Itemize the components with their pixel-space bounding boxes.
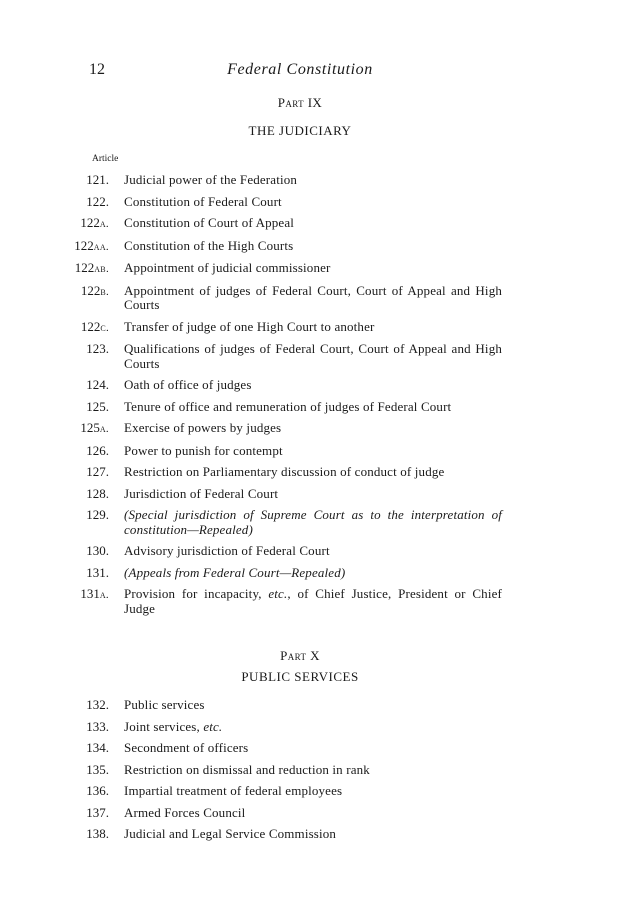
article-number-main: 122	[80, 318, 101, 334]
article-number-main: 129.	[86, 507, 109, 522]
article-number	[0, 763, 124, 778]
article-entry	[0, 284, 638, 313]
article-entry	[0, 741, 638, 756]
article-number-main: 126.	[86, 442, 109, 458]
article-title: Constitution of Court of Appeal	[124, 215, 295, 230]
article-number-main: 133.	[86, 718, 109, 734]
article-title-italic: etc.	[268, 586, 288, 601]
article-number-main: 136.	[86, 783, 109, 798]
article-title: Appointment of judges of Federal Court, Court of Appeal and High Courts	[124, 282, 502, 312]
article-title: Armed Forces Council	[124, 804, 246, 820]
article-number-main: 135.	[86, 761, 109, 777]
article-title: Qualifications of judges of Federal Court, Court of Appeal and High Courts	[124, 341, 502, 371]
article-number	[0, 827, 124, 842]
part-ix-label: Part IX	[277, 95, 323, 110]
article-number	[0, 741, 124, 756]
article-title: Transfer of judge of one High Court to another	[124, 318, 375, 334]
article-number-main: 127.	[86, 464, 109, 479]
article-title: Tenure of office and remuneration of judges of Federal Court	[124, 398, 452, 414]
article-number	[0, 320, 124, 336]
article-title: Impartial treatment of federal employees	[124, 783, 343, 798]
article-title	[124, 587, 502, 616]
article-entry	[0, 698, 638, 713]
article-title: Constitution of Federal Court	[124, 193, 282, 209]
article-number	[0, 444, 124, 459]
article-title-text: Provision for incapacity,	[124, 586, 269, 601]
article-entry	[0, 320, 638, 336]
article-number	[0, 216, 124, 232]
article-number	[0, 698, 124, 713]
article-title-text: Joint services,	[124, 718, 204, 734]
article-title: Restriction on Parliamentary discussion of conduct of judge	[124, 464, 445, 479]
article-number	[0, 508, 124, 523]
article-number	[0, 400, 124, 415]
article-entry	[0, 784, 638, 799]
article-number-main: 131.	[86, 564, 109, 580]
article-number	[0, 195, 124, 210]
article-entry	[0, 216, 638, 232]
article-title: Advisory jurisdiction of Federal Court	[124, 543, 330, 558]
article-title-italic: etc.	[203, 718, 223, 734]
article-number-main: 130.	[86, 543, 109, 558]
article-entry	[0, 195, 638, 210]
article-entry	[0, 400, 638, 415]
article-entry	[0, 342, 638, 371]
article-entry	[0, 763, 638, 778]
article-entry	[0, 720, 638, 735]
article-title-text: , of Chief Justice, President or Chief Judge	[124, 586, 502, 616]
article-entry	[0, 827, 638, 842]
part-x-label: Part X	[280, 648, 320, 663]
article-title: Public services	[124, 697, 205, 712]
article-number	[0, 784, 124, 799]
article-number-suffix: a.	[99, 423, 109, 435]
article-entry	[0, 444, 638, 459]
article-number-main: 121.	[86, 172, 109, 187]
article-number-main: 125.	[86, 398, 109, 414]
article-number-main: 122	[80, 282, 101, 298]
article-number-main: 124.	[86, 377, 109, 392]
article-title: Judicial power of the Federation	[124, 172, 298, 187]
article-number	[0, 720, 124, 735]
article-number	[0, 421, 124, 437]
article-title: Jurisdiction of Federal Court	[124, 485, 279, 501]
article-entry	[0, 806, 638, 821]
article-number-main: 122	[80, 215, 100, 230]
article-title	[124, 720, 502, 735]
article-number-main: 134.	[86, 740, 109, 755]
article-title: Judicial and Legal Service Commission	[124, 826, 337, 841]
article-number	[0, 487, 124, 502]
article-number-main: 125	[80, 420, 100, 435]
article-number-main: 122	[74, 260, 95, 275]
article-title: Restriction on dismissal and reduction in rank	[124, 761, 370, 777]
article-number	[0, 806, 124, 821]
page-number: 12	[89, 61, 105, 78]
article-column-label: Article	[92, 154, 119, 164]
article-entry	[0, 566, 638, 581]
article-entry	[0, 544, 638, 559]
article-number	[0, 261, 124, 277]
article-number	[0, 173, 124, 188]
article-entry	[0, 421, 638, 437]
article-number	[0, 342, 124, 357]
article-entry	[0, 465, 638, 480]
article-title: (Appeals from Federal Court—Repealed)	[124, 564, 346, 580]
article-number	[0, 566, 124, 581]
article-number-suffix: a.	[99, 218, 109, 230]
article-number-main: 132.	[86, 697, 109, 712]
article-number-main: 138.	[86, 826, 109, 841]
article-number-main: 128.	[86, 485, 109, 501]
article-title: Secondment of officers	[124, 740, 249, 755]
article-entry	[0, 508, 638, 537]
article-number-suffix: a.	[99, 589, 109, 601]
article-title: (Special jurisdiction of Supreme Court as to the interpretation of constitution—Repealed)	[124, 507, 502, 537]
article-number-main: 122.	[86, 193, 109, 209]
article-entry	[0, 378, 638, 393]
article-number	[0, 465, 124, 480]
article-number-main: 122	[74, 237, 94, 253]
article-number-main: 131	[80, 586, 100, 601]
article-entry	[0, 173, 638, 188]
article-number-main: 137.	[86, 804, 109, 820]
article-number-suffix: b.	[100, 285, 109, 298]
article-title: Exercise of powers by judges	[124, 420, 282, 435]
article-number	[0, 378, 124, 393]
article-number-main: 123.	[86, 341, 109, 356]
article-number	[0, 284, 124, 300]
article-number	[0, 544, 124, 559]
article-title: Oath of office of judges	[124, 377, 252, 392]
article-entry	[0, 239, 638, 255]
article-number-suffix: aa.	[93, 240, 109, 253]
article-entry	[0, 587, 638, 616]
article-title: Constitution of the High Courts	[124, 237, 294, 253]
part-ix-title: THE JUDICIARY	[248, 123, 352, 138]
article-number-suffix: c.	[100, 321, 109, 334]
article-title: Appointment of judicial commissioner	[124, 260, 331, 275]
part-x-title: PUBLIC SERVICES	[241, 669, 359, 684]
article-number	[0, 239, 124, 255]
article-number-suffix: ab.	[94, 263, 109, 275]
part-x-article-list	[0, 698, 638, 849]
article-entry	[0, 261, 638, 277]
article-entry	[0, 487, 638, 502]
running-title: Federal Constitution	[227, 61, 373, 78]
part-ix-article-list	[0, 173, 638, 623]
article-number	[0, 587, 124, 603]
article-title: Power to punish for contempt	[124, 442, 283, 458]
